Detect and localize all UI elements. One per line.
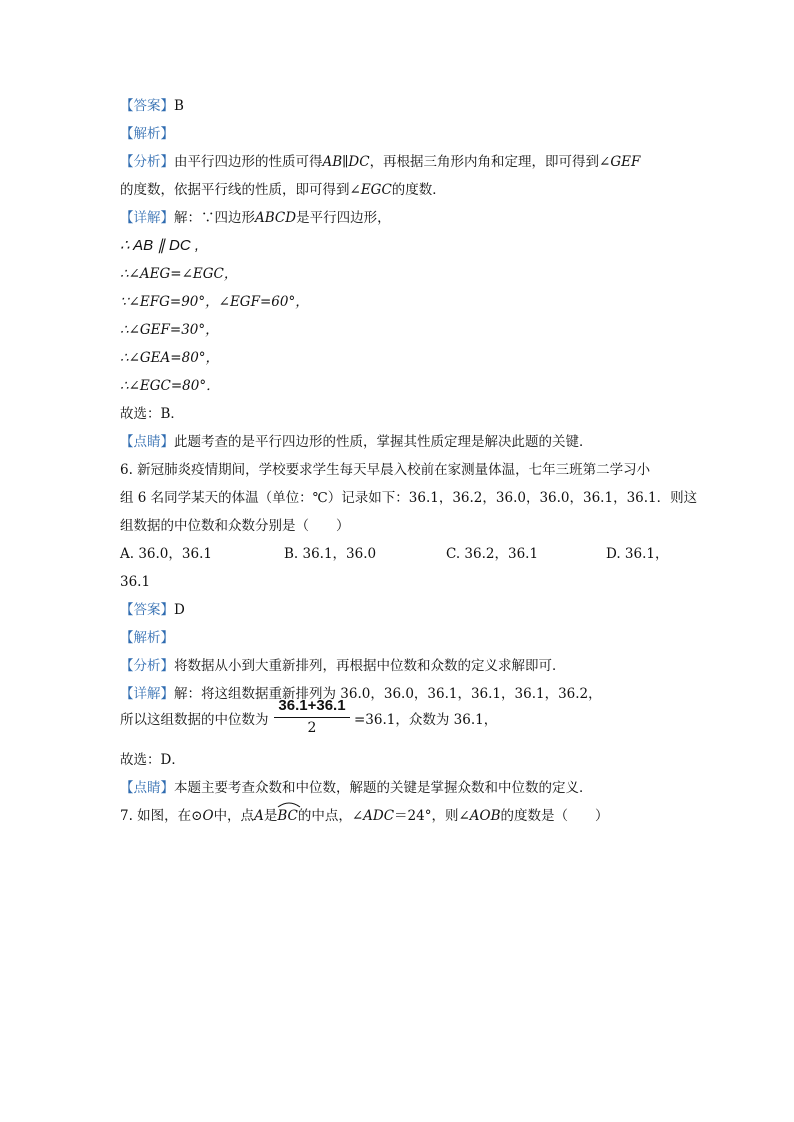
q6-option-b: B. 36.1，36.0 <box>284 546 377 562</box>
text: ，再根据三角形内角和定理，即可得到∠ <box>369 154 611 170</box>
detail-tag: 【详解】 <box>120 210 174 226</box>
arc-bc <box>277 806 298 826</box>
text: 的中点，∠ <box>297 808 364 824</box>
text: 的度数，依据平行线的性质，即可得到∠ <box>120 182 361 198</box>
fraction <box>272 696 352 737</box>
q6-option-d: D. 36.1， <box>606 546 669 562</box>
text: 解：将这组数据重新排列为 36.0，36.0，36.1，36.1，36.1，36.2， <box>174 686 602 702</box>
q6-option-c: C. 36.2，36.1 <box>446 546 539 562</box>
q5-step4: ∴∠GEF=30°， <box>120 322 219 338</box>
fraction-bar <box>274 717 350 718</box>
fenxi-tag: 【分析】 <box>120 154 174 170</box>
q5-answer <box>120 96 184 116</box>
q5-step3: ∵∠EFG=90°，∠EGF=60°， <box>120 294 309 310</box>
math: AB∥DC <box>322 154 370 170</box>
q5-detail <box>120 208 391 228</box>
comment-tag: 【点睛】 <box>120 434 174 450</box>
text: 解：∵四边形 <box>174 210 255 226</box>
q6-option-d-cont: 36.1 <box>120 574 151 590</box>
math: A <box>254 808 264 824</box>
math: EGC <box>360 182 392 198</box>
arc-mark-icon <box>276 800 302 808</box>
math: AOB <box>469 808 501 824</box>
math: GEF <box>610 154 641 170</box>
comment-tag: 【点睛】 <box>120 780 174 796</box>
text: 是 <box>263 808 278 824</box>
q7-stem <box>120 806 609 826</box>
q5-step6: ∴∠EGC=80°． <box>120 378 220 394</box>
text: 此题考查的是平行四边形的性质，掌握其性质定理是解决此题的关键． <box>174 434 593 450</box>
text: 本题主要考查众数和中位数，解题的关键是掌握众数和中位数的定义． <box>174 780 593 796</box>
text: 是平行四边形， <box>296 210 391 226</box>
math: ABCD <box>255 210 297 226</box>
q6-fenxi <box>120 656 566 676</box>
q6-stem-line1: 6. 新冠肺炎疫情期间，学校要求学生每天早晨入校前在家测量体温，七年三班第二学习小 <box>120 462 651 478</box>
answer-value: D <box>174 602 185 618</box>
text: 7. 如图，在⊙ <box>120 808 203 824</box>
q6-choose: 故选：D． <box>120 752 185 768</box>
q6-median-prefix: 所以这组数据的中位数为 <box>120 712 269 728</box>
detail-tag: 【详解】 <box>120 686 174 702</box>
q5-step2: ∴∠AEG=∠EGC， <box>120 266 238 282</box>
answer-tag: 【答案】 <box>120 98 174 114</box>
fraction-denominator: 2 <box>307 720 317 736</box>
q5-fenxi-line1 <box>120 152 640 172</box>
math: BC <box>277 808 298 824</box>
math: ADC <box>363 808 395 824</box>
q6-stem-line3: 组数据的中位数和众数分别是（ ） <box>120 518 350 534</box>
q6-median-suffix: =36.1，众数为 36.1， <box>354 712 498 728</box>
fenxi-tag: 【分析】 <box>120 658 174 674</box>
q5-step1: ∴ AB ∥ DC , <box>120 237 199 254</box>
q5-analysis-title: 【解析】 <box>120 126 174 142</box>
text: 的度数． <box>391 182 446 198</box>
q5-step5: ∴∠GEA=80°， <box>120 350 220 366</box>
fraction-numerator: 36.1+36.1 <box>278 697 346 714</box>
text: 由平行四边形的性质可得 <box>174 154 323 170</box>
answer-tag: 【答案】 <box>120 602 174 618</box>
q6-answer <box>120 600 185 620</box>
q6-detail <box>120 684 602 704</box>
answer-value: B <box>174 98 184 114</box>
q5-choose: 故选：B． <box>120 406 184 422</box>
text: 中，点 <box>213 808 255 824</box>
q6-analysis-title: 【解析】 <box>120 630 174 646</box>
text: ＝24°，则∠ <box>394 808 470 824</box>
q6-stem-line2: 组 6 名同学某天的体温（单位：℃）记录如下：36.1，36.2，36.0，36.0，36.1，36.1．则这 <box>120 490 698 506</box>
q5-fenxi-line2 <box>120 180 446 200</box>
q5-comment <box>120 432 593 452</box>
text: 的度数是（ ） <box>500 808 609 824</box>
q6-comment <box>120 778 593 798</box>
text: 将数据从小到大重新排列，再根据中位数和众数的定义求解即可． <box>174 658 566 674</box>
math: O <box>202 808 214 824</box>
q6-option-a: A. 36.0，36.1 <box>120 546 212 562</box>
